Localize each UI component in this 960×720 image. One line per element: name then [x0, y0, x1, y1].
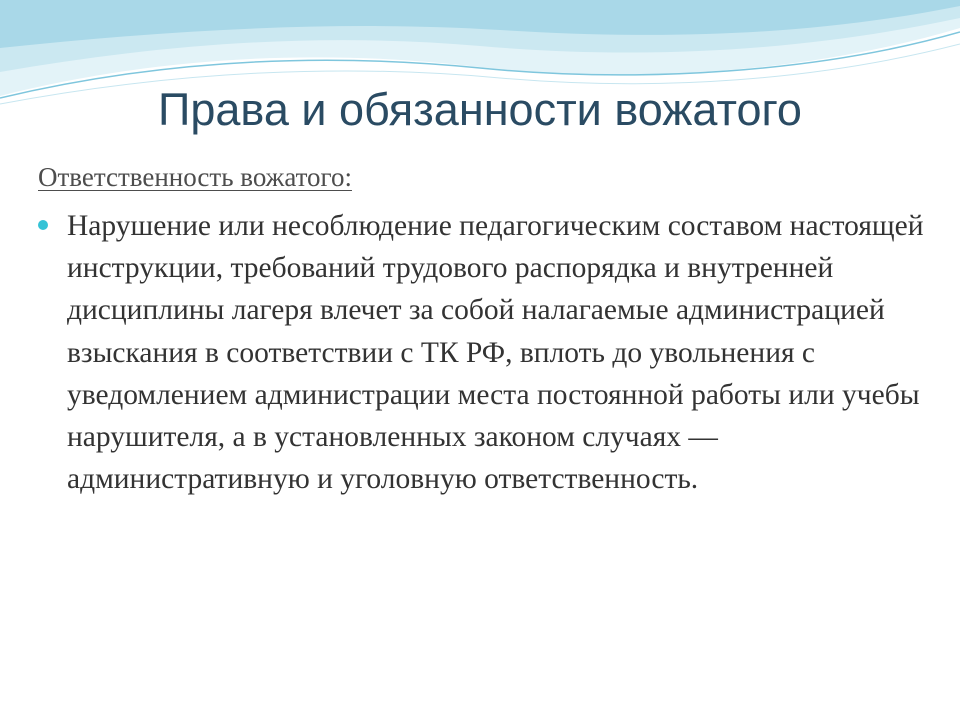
bullet-item — [38, 205, 938, 500]
slide-title: Права и обязанности вожатого — [158, 84, 802, 135]
bullet-dot-icon — [38, 220, 48, 230]
section-heading: Ответственность вожатого: — [38, 162, 352, 192]
bullet-list — [38, 205, 938, 500]
bullet-text: Нарушение или несоблюдение педагогическим составом настоящей инструкции, требований трудового распорядка и внутренней дисциплины лагеря влечет за собой налагаемые администрацией взыскания в соответствии с ТК РФ, вплоть до увольнения с уведомлением администрации места постоянной работы или учебы нарушителя, а в установленных законом случаях — административную и уголовную ответственность. — [67, 210, 924, 496]
